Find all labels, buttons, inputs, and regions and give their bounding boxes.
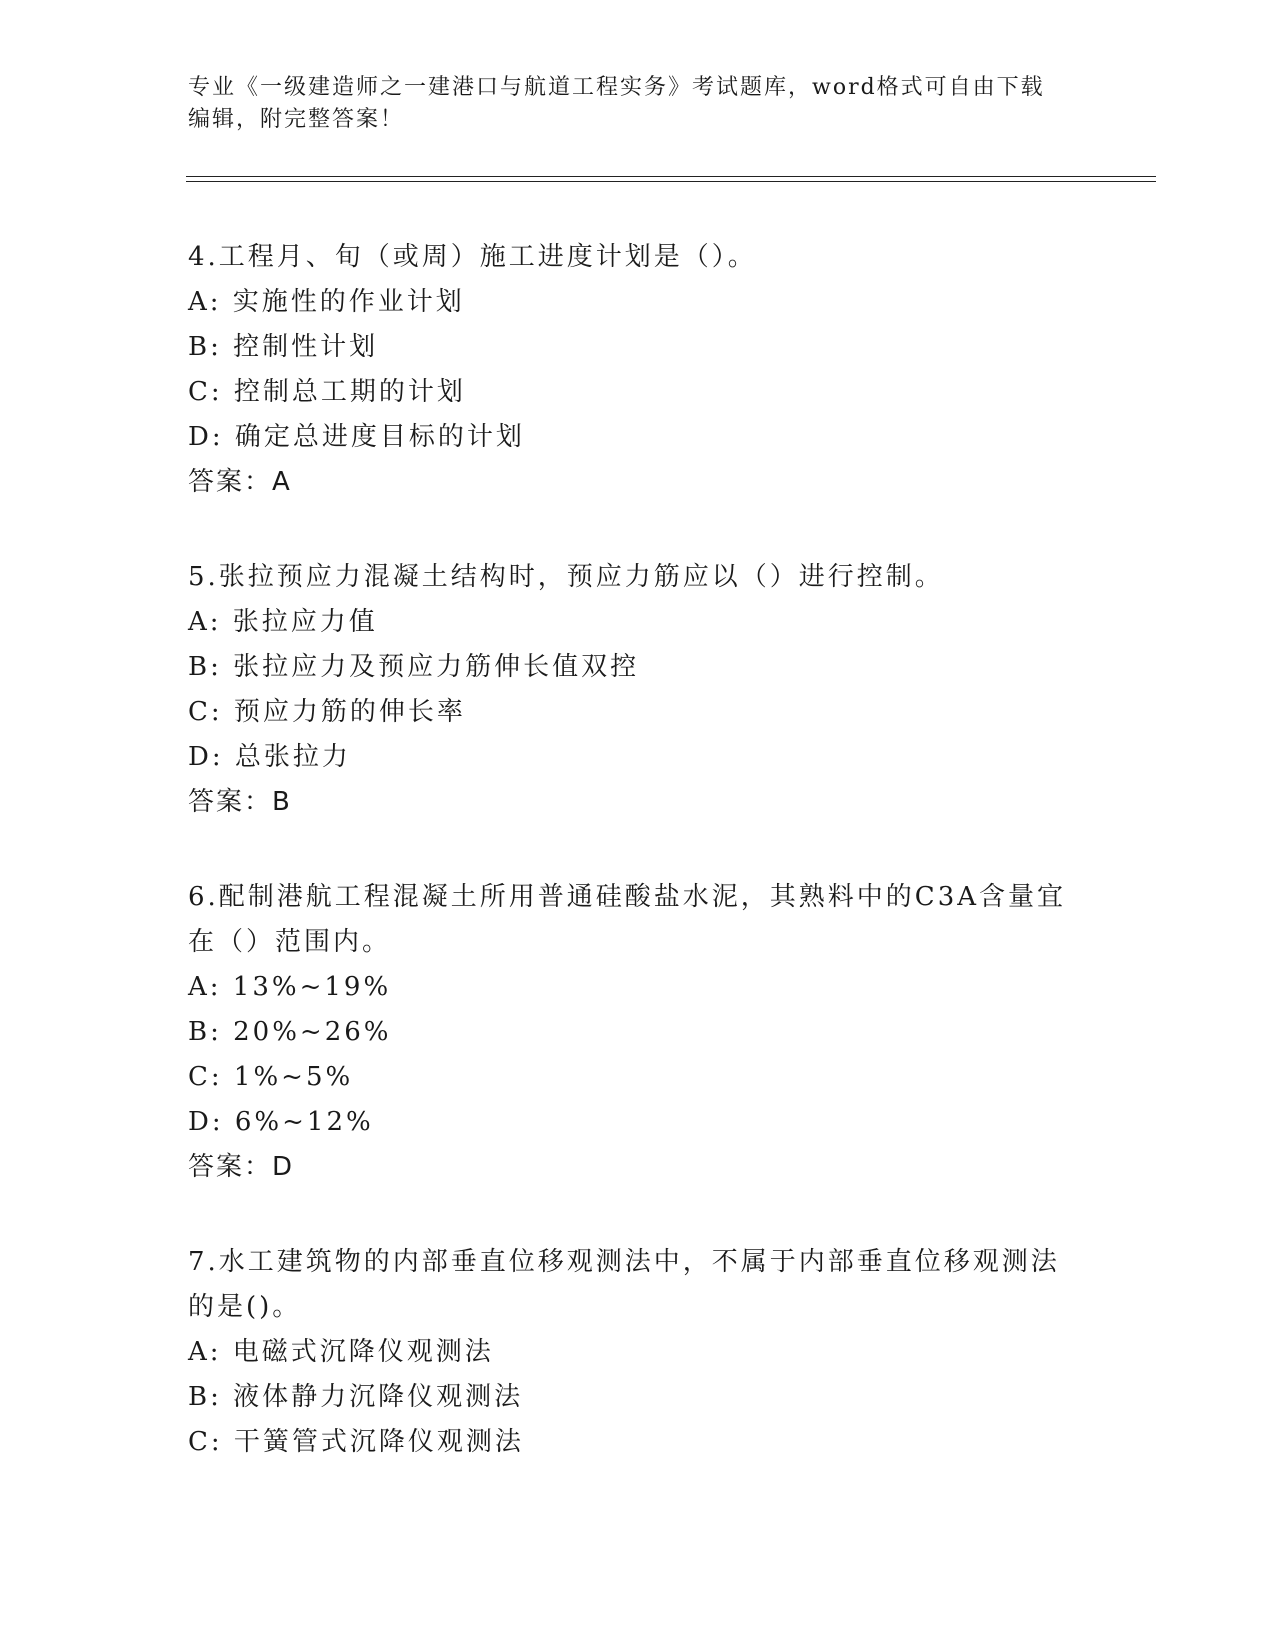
option-d: D: 确定总进度目标的计划: [188, 422, 525, 452]
header-divider-bottom: [186, 181, 1156, 182]
option-a: A: 张拉应力值: [188, 607, 378, 637]
option-c: C: 控制总工期的计划: [188, 377, 466, 407]
option-a: A: 实施性的作业计划: [188, 287, 465, 317]
question-stem-line-1: 6.配制港航工程混凝土所用普通硅酸盐水泥，其熟料中的C3A含量宜: [188, 882, 1067, 912]
question-7: [188, 1240, 1088, 1465]
answer: 答案：B: [188, 787, 292, 817]
question-5: [188, 555, 1088, 825]
question-stem: 4.工程月、旬（或周）施工进度计划是（）。: [188, 242, 757, 272]
option-b: B: 液体静力沉降仪观测法: [188, 1382, 524, 1412]
answer: 答案：A: [188, 467, 292, 497]
option-c: C: 干簧管式沉降仪观测法: [188, 1427, 524, 1457]
header-divider-top: [186, 176, 1156, 177]
option-a: A: 电磁式沉降仪观测法: [188, 1337, 494, 1367]
option-b: B: 20%~26%: [188, 1017, 392, 1047]
option-b: B: 张拉应力及预应力筋伸长值双控: [188, 652, 640, 682]
question-stem-line-1: 7.水工建筑物的内部垂直位移观测法中，不属于内部垂直位移观测法: [188, 1247, 1060, 1277]
question-4: [188, 235, 1088, 505]
question-6: [188, 875, 1088, 1190]
header-line-2: 编辑，附完整答案！: [188, 107, 405, 132]
option-b: B: 控制性计划: [188, 332, 379, 362]
option-d: D: 6%~12%: [188, 1107, 374, 1137]
answer: 答案：D: [188, 1152, 295, 1182]
question-stem: 5.张拉预应力混凝土结构时，预应力筋应以（）进行控制。: [188, 562, 944, 592]
option-c: C: 预应力筋的伸长率: [188, 697, 466, 727]
option-d: D: 总张拉力: [188, 742, 351, 772]
question-stem-line-2: 的是()。: [188, 1292, 302, 1322]
question-stem-line-2: 在（）范围内。: [188, 927, 392, 957]
option-c: C: 1%~5%: [188, 1062, 354, 1092]
document-header: [188, 72, 1068, 136]
header-line-1: 专业《一级建造师之一建港口与航道工程实务》考试题库，word格式可自由下载: [188, 75, 1045, 100]
option-a: A: 13%~19%: [188, 972, 392, 1002]
